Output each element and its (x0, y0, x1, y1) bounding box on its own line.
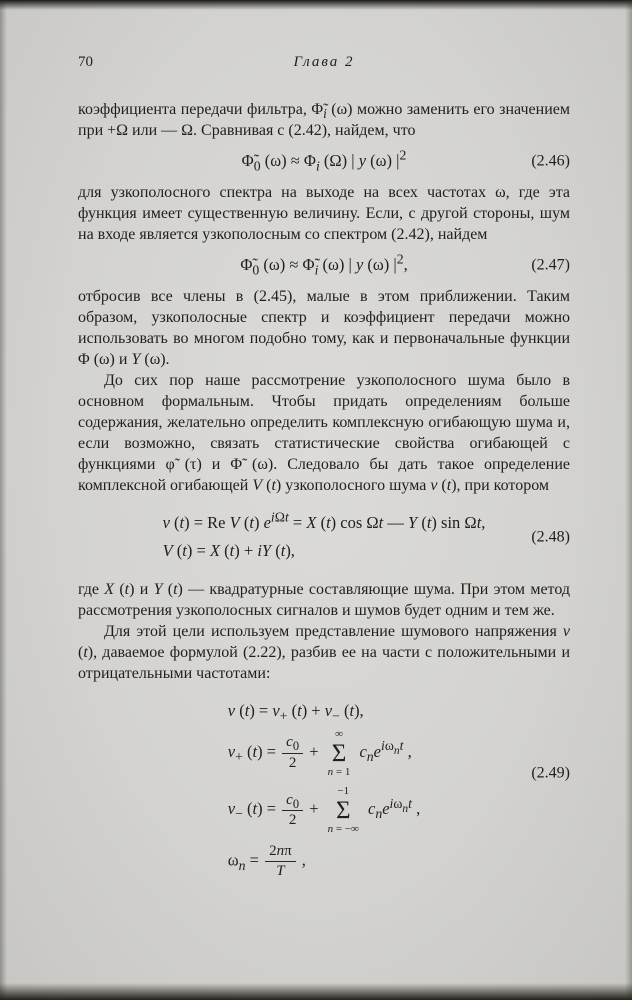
text-column (78, 54, 570, 898)
equation-2-48 (78, 505, 570, 568)
equation-number: (2.48) (531, 528, 570, 545)
equation-number: (2.46) (531, 152, 570, 169)
equation-body: $\Phĩ_0$ $(\omega) \approx \Phi_i$ (Ω) | y (ω) $|^2$ (241, 147, 407, 174)
paragraph-1: коэффициента передачи фильтра, $\Phĩ_i$ (ω) можно заменить его значением при +Ω или — Ω. Сравнивая с (2.42), найдем, что (78, 101, 571, 139)
scan-right-edge-shadow (625, 0, 632, 1000)
equation-number: (2.47) (531, 256, 570, 273)
equation-2-47 (78, 251, 570, 278)
paragraph-6: Для этой цели используем представление шумового напряжения v (t), даваемое формулой (2.22), разбив ее на части с положительными и отрицательными частотами: (78, 623, 570, 682)
paragraph-4: До сих пор наше рассмотрение узкополосного шума было в основном формальным. Чтобы придать определениям больше содержания, желательно определить комплексную огибающую шума и, если возможно, связать статистические свойства огибающей с функциями φ̃ (τ) и Φ̃ (ω). Следовало бы дать такое определение комплексной огибающей V (t) узкополосного шума v (t), при котором (78, 372, 570, 494)
equation-2-46 (78, 147, 570, 174)
equation-line: $\omega_n$ = $\frac{2n\pi}{T}$ , (227, 842, 306, 879)
paragraph-2: для узкополосного спектра на выходе на всех частотах ω, где эта функция имеет существенную величину. Если, с другой стороны, шум на входе является узкополосным со спектром (2.42), найдем (78, 184, 570, 243)
chapter-heading: Глава 2 (293, 54, 355, 70)
equation-lines (228, 693, 420, 887)
equation-body: $\Phĩ_0$ $(\omega) \approx \Phĩ_i$ (ω) | y (ω) $|^2$, (240, 251, 408, 278)
equation-line: v (t) = Re V (t) $e^{i\Omega t} = X$ (t) cos Ωt — Y (t) sin Ωt, (162, 509, 486, 532)
equation-lines (163, 505, 486, 568)
equation-line: $v_+$ (t) = $\frac{c_0}{2}$ + ∞ Σ n = 1 $c_ne^{i\omega_nt}$ , (227, 728, 412, 778)
page-number: 70 (78, 54, 93, 70)
paragraph-3: отбросив все члены в (2.45), малые в этом приближении. Таким образом, узкополосные спектр и коэффициент передачи можно использовать во многом подобно тому, как и первоначальные функции Φ (ω) и Y (ω). (78, 288, 570, 368)
scan-left-edge-shadow (0, 0, 7, 1000)
equation-line: V (t) = X (t) + iY (t), (162, 541, 295, 560)
equation-2-49 (78, 693, 570, 887)
equation-line: v $(t) = v_+$ $(t) + v_-$ (t), (227, 701, 364, 724)
page-body (78, 99, 570, 887)
equation-number: (2.49) (531, 764, 570, 782)
page-header (78, 54, 570, 71)
equation-line: $v_-$ (t) = $\frac{c_0}{2}$ + −1 Σ n = −∞ $c_ne^{i\omega_nt}$ , (227, 785, 421, 835)
paragraph-5: где X (t) и Y (t) — квадратурные составляющие шума. При этом метод рассмотрения узкополосных сигналов и шумов будет одним и тем же. (78, 581, 571, 619)
